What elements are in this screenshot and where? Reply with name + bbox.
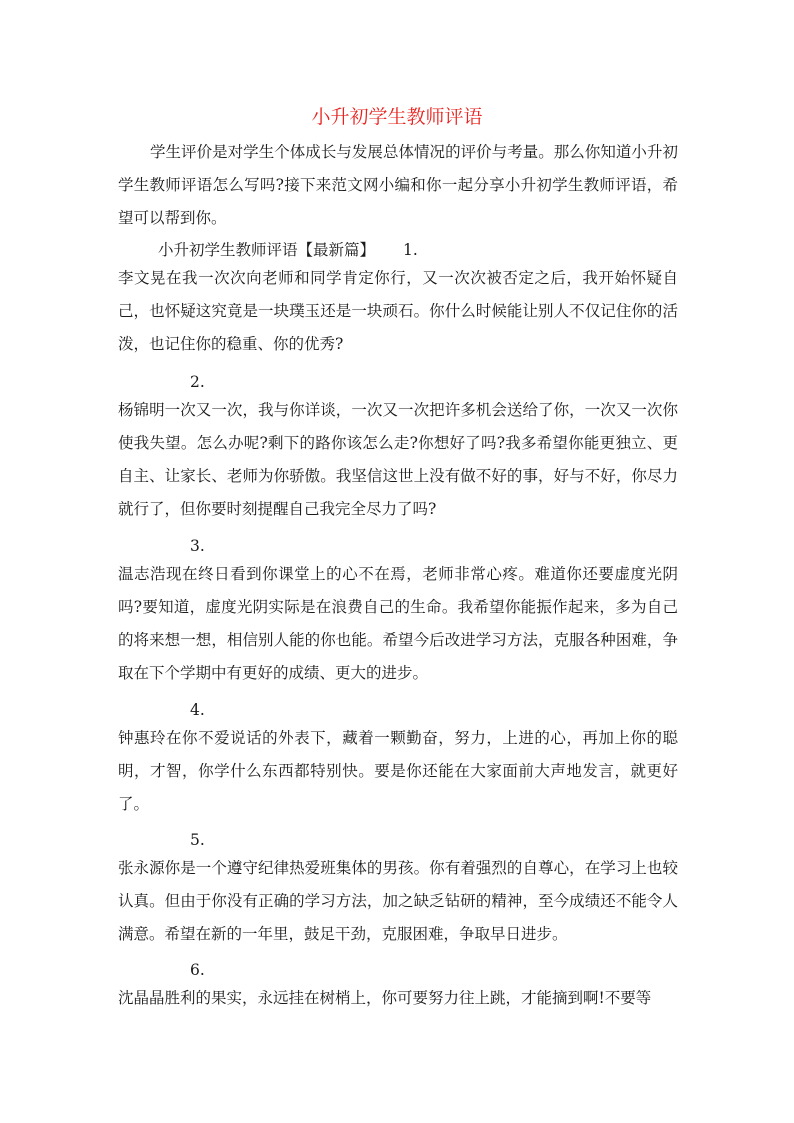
item-paragraph: 温志浩现在终日看到你课堂上的心不在焉，老师非常心疼。难道你还要虚度光阴吗?要知道，虚度光阴实际是在浪费自己的生命。我希望你能振作起来，多为自己的将来想一想，相信别人能的你也能。希望今后改进学习方法，克服各种困难，争取在下个学期中有更好的成绩、更大的进步。: [118, 565, 678, 682]
item-paragraph: 杨锦明一次又一次，我与你详谈，一次又一次把许多机会送给了你，一次又一次你使我失望。怎么办呢?剩下的路你该怎么走?你想好了吗?我多希望你能更独立、更自主、让家长、老师为你骄傲。我坚信这世上没有做不好的事，好与不好，你尽力就行了，但你要时刻提醒自己我完全尽力了吗?: [118, 401, 678, 518]
item-paragraph: 李文晃在我一次次向老师和同学肯定你行，又一次次被否定之后，我开始怀疑自己，也怀疑这究竟是一块璞玉还是一块顽石。你什么时候能让别人不仅记住你的活泼，也记住你的稳重、你的优秀?: [118, 269, 678, 353]
section-heading: [158, 238, 418, 262]
section-heading-text: 小升初学生教师评语【最新篇】: [158, 241, 376, 259]
document-title: 小升初学生教师评语: [311, 106, 483, 128]
item-number: 4.: [190, 701, 205, 719]
item-paragraph: 张永源你是一个遵守纪律热爱班集体的男孩。你有着强烈的自尊心，在学习上也较认真。但由于你没有正确的学习方法，加之缺乏钻研的精神，至今成绩还不能令人满意。希望在新的一年里，鼓足干劲，克服困难，争取早日进步。: [118, 859, 678, 943]
item-paragraph: 钟惠玲在你不爱说话的外表下，藏着一颗勤奋，努力，上进的心，再加上你的聪明，才智，你学什么东西都特别快。要是你还能在大家面前大声地发言，就更好了。: [118, 729, 678, 813]
item-paragraph: 沈晶晶胜利的果实，永远挂在树梢上，你可要努力往上跳，才能摘到啊!不要等: [118, 989, 652, 1007]
item-number: 1.: [403, 241, 418, 259]
intro-paragraph: 学生评价是对学生个体成长与发展总体情况的评价与考量。那么你知道小升初学生教师评语怎么写吗?接下来范文网小编和你一起分享小升初学生教师评语，希望可以帮到你。: [118, 143, 678, 227]
item-number: 6.: [190, 961, 205, 979]
item-number: 2.: [190, 373, 205, 391]
item-number: 5.: [190, 831, 205, 849]
item-number: 3.: [190, 537, 205, 555]
